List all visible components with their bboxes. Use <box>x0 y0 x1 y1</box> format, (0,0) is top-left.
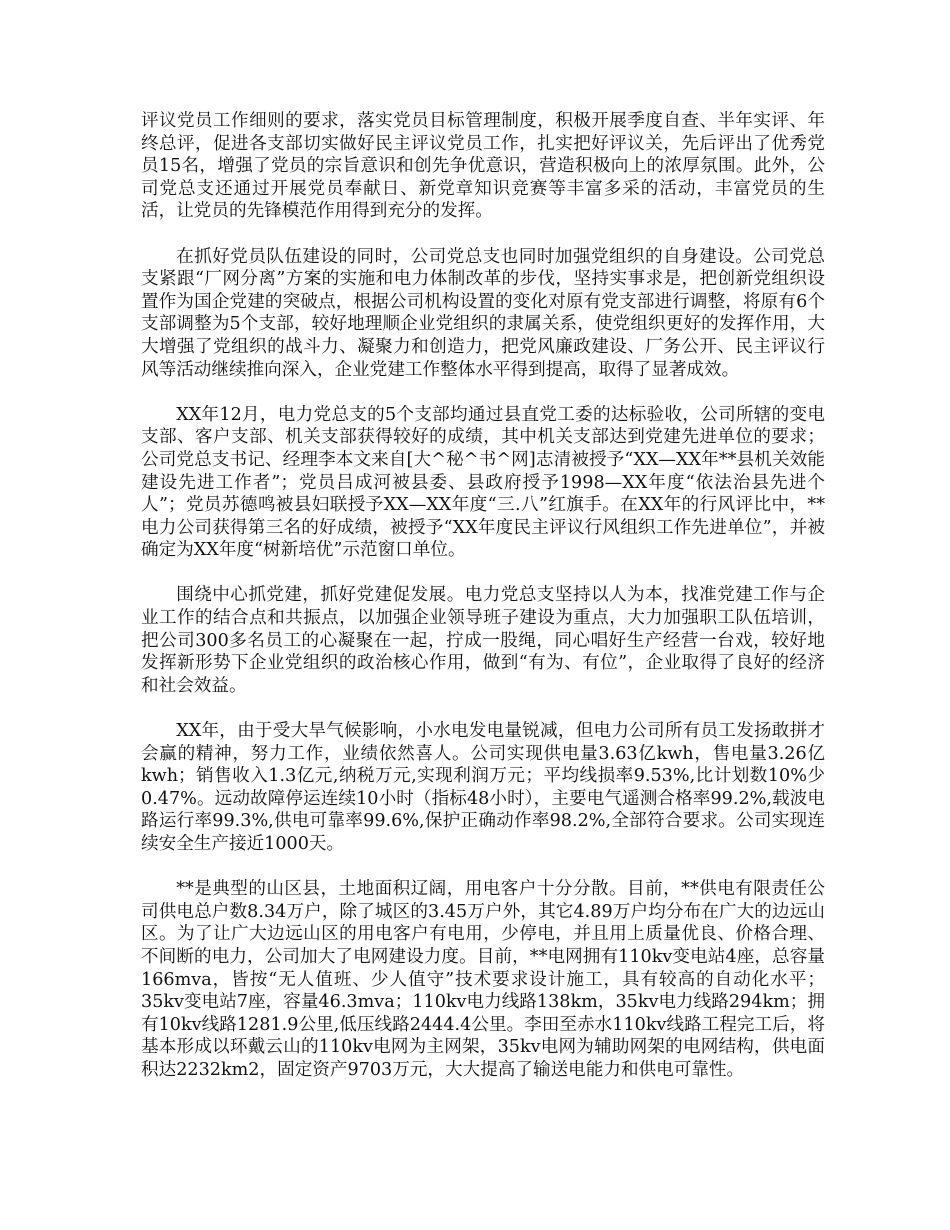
paragraph-2: 在抓好党员队伍建设的同时，公司党总支也同时加强党组织的自身建设。公司党总支紧跟“厂网分离”方案的实施和电力体制改革的步伐，坚持实事求是，把创新党组织设置作为国企党建的突破点，根据公司机构设置的变化对原有党支部进行调整，将原有6个支部调整为5个支部，较好地理顺企业党组织的隶属关系，使党组织更好的发挥作用，大大增强了党组织的战斗力、凝聚力和创造力，把党风廉政建设、厂务公开、民主评议行风等活动继续推向深入，企业党建工作整体水平得到提高，取得了显著成效。 <box>141 246 825 380</box>
paragraph-5: XX年，由于受大旱气候影响，小水电发电量锐减，但电力公司所有员工发扬敢拼才会赢的精神，努力工作，业绩依然喜人。公司实现供电量3.63亿kwh，售电量3.26亿kwh；销售收入1.3亿元,纳税万元,实现利润万元；平均线损率9.53%,比计划数10%少0.47%。远动故障停运连续10小时（指标48小时），主要电气遥测合格率99.2%,载波电路运行率99.3%,供电可靠率99.6%,保护正确动作率98.2%,全部符合要求。公司实现连续安全生产接近1000天。 <box>141 721 825 854</box>
paragraph-6: **是典型的山区县，土地面积辽阔，用电客户十分分散。目前，**供电有限责任公司供电总户数8.34万户，除了城区的3.45万户外，其它4.89万户均分布在广大的边远山区。为了让广大边远山区的用电客户有电用，少停电，并且用上质量优良、价格合理、不间断的电力，公司加大了电网建设力度。目前，**电网拥有110kv变电站4座，总容量166mva，皆按“无人值班、少人值守”技术要求设计施工，具有较高的自动化水平；35kv变电站7座，容量46.3mva；110kv电力线路138km，35kv电力线路294km；拥有10kv线路1281.9公里,低压线路2444.4公里。李田至赤水110kv线路工程完工后，将基本形成以环戴云山的110kv电网为主网架，35kv电网为辅助网架的电网结构，供电面积达2232km2，固定资产9703万元，大大提高了输送电能力和供电可靠性。 <box>141 879 825 1080</box>
paragraph-3: XX年12月，电力党总支的5个支部均通过县直党工委的达标验收，公司所辖的变电支部、客户支部、机关支部获得较好的成绩，其中机关支部达到党建先进单位的要求；公司党总支书记、经理李本文来自[大^秘^书^网]志清被授予“XX—XX年**县机关效能建设先进工作者”；党员吕成河被县委、县政府授予1998—XX年度“依法治县先进个人”；党员苏德鸣被县妇联授予XX—XX年度“三.八”红旗手。在XX年的行风评比中，**电力公司获得第三名的好成绩，被授予“XX年度民主评议行风组织工作先进单位”，并被确定为XX年度“树新培优”示范窗口单位。 <box>141 404 825 561</box>
document-body <box>141 110 825 1104</box>
paragraph-1: 评议党员工作细则的要求，落实党员目标管理制度，积极开展季度自查、半年实评、年终总评，促进各支部切实做好民主评议党员工作，扎实把好评议关，先后评出了优秀党员15名，增强了党员的宗旨意识和创先争优意识，营造积极向上的浓厚氛围。此外，公司党总支还通过开展党员奉献日、新党章知识竞赛等丰富多采的活动，丰富党员的生活，让党员的先锋模范作用得到充分的发挥。 <box>141 111 825 222</box>
paragraph-4: 围绕中心抓党建，抓好党建促发展。电力党总支坚持以人为本，找准党建工作与企业工作的结合点和共振点，以加强企业领导班子建设为重点，大力加强职工队伍培训，把公司300多名员工的心凝聚在一起，拧成一股绳，同心唱好生产经营一台戏，较好地发挥新形势下企业党组织的政治核心作用，做到“有为、有位”，企业取得了良好的经济和社会效益。 <box>141 585 825 696</box>
